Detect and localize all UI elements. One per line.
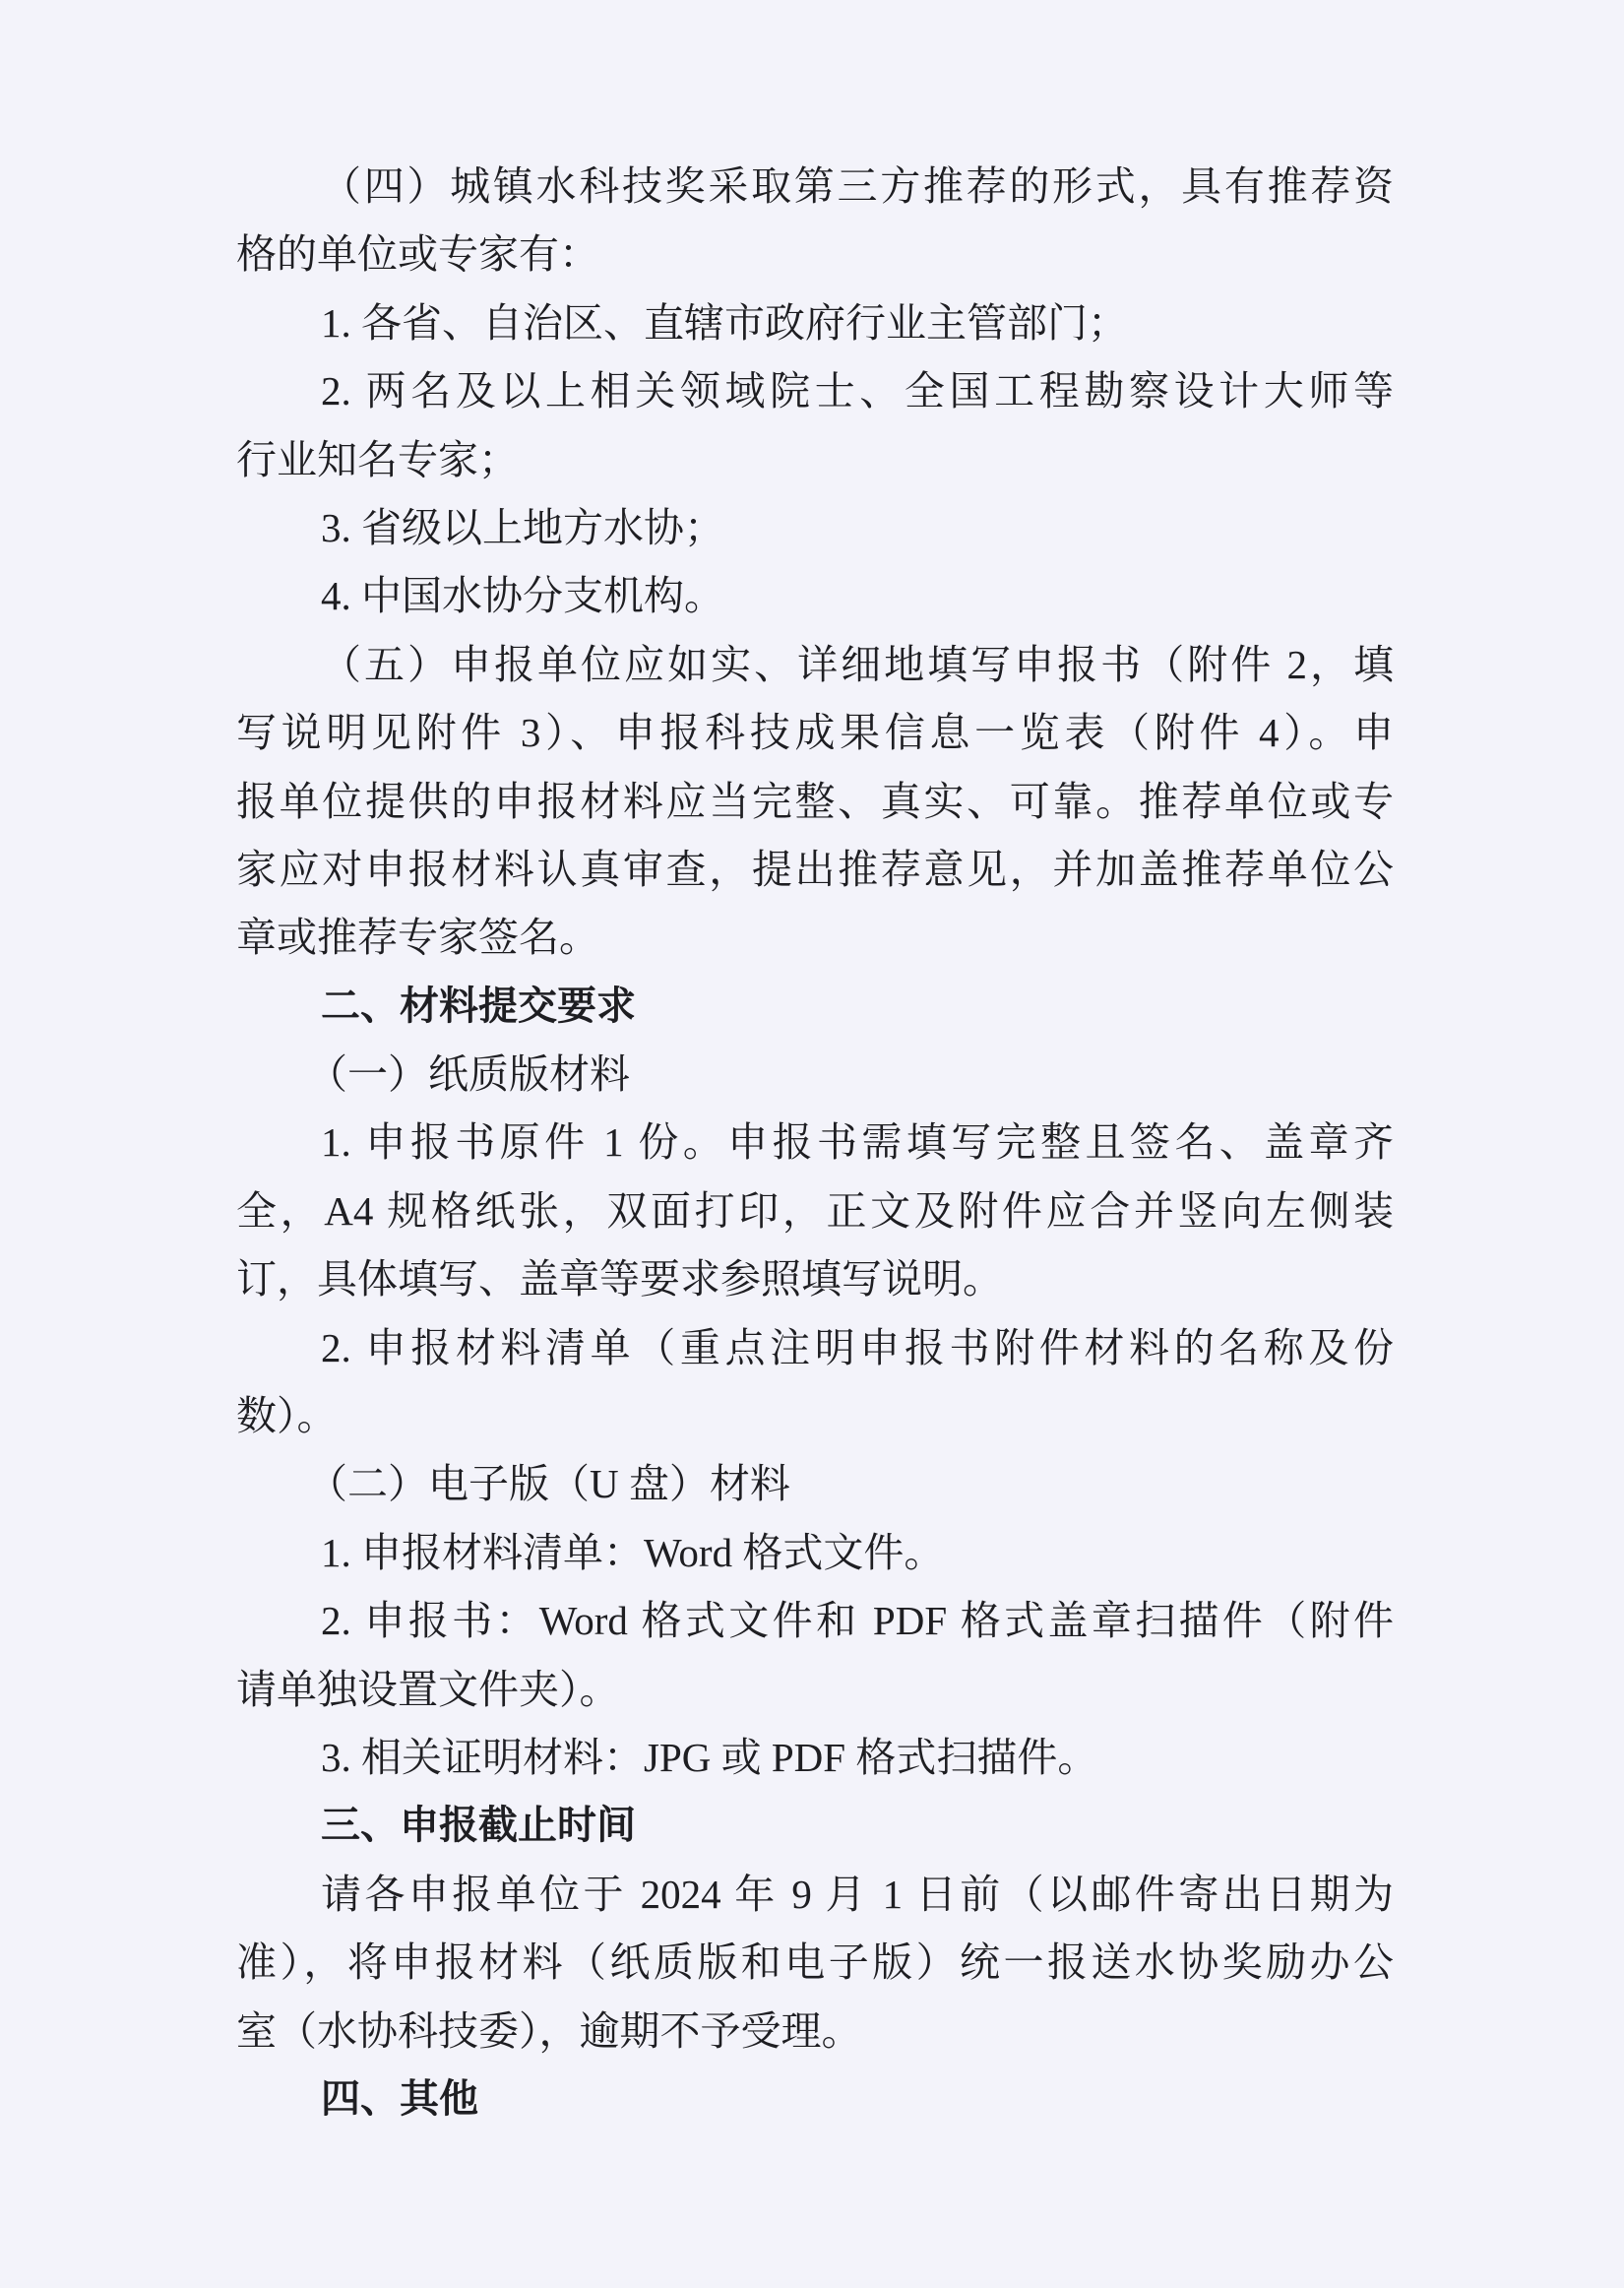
list-item: [236, 1109, 1394, 1313]
paragraph-line: 1. 申报材料清单：Word 格式文件。: [321, 1529, 945, 1575]
list-item: [236, 357, 1394, 494]
section-heading: 二、材料提交要求: [321, 983, 636, 1029]
document-body: [236, 153, 1394, 2133]
paragraph-line: 3. 省级以上地方水协；: [321, 504, 724, 550]
list-item: [236, 1519, 1394, 1587]
paragraph-line: 订，具体填写、盖章等要求参照填写说明。: [236, 1256, 1003, 1303]
section-heading: 四、其他: [321, 2075, 478, 2122]
list-item: [236, 494, 1394, 562]
paragraph-line: 准），将申报材料（纸质版和电子版）统一报送水协奖励办公: [236, 1939, 1394, 1986]
paragraph-line: 请各申报单位于 2024 年 9 月 1 日前（以邮件寄出日期为: [321, 1871, 1394, 1917]
paragraph-application: [236, 631, 1394, 973]
paragraph-line: 全，A4 规格纸张，双面打印，正文及附件应合并竖向左侧装: [236, 1187, 1394, 1234]
paragraph-line: 格的单位或专家有：: [236, 231, 599, 278]
paragraph-line: 数）。: [236, 1393, 338, 1439]
paragraph-line: 2. 申报书：Word 格式文件和 PDF 格式盖章扫描件（附件: [321, 1598, 1394, 1644]
paragraph-line: 2. 申报材料清单（重点注明申报书附件材料的名称及份: [321, 1324, 1394, 1370]
paragraph-line: 家应对申报材料认真审查，提出推荐意见，并加盖推荐单位公: [236, 846, 1394, 892]
subsection-heading: （一）纸质版材料: [307, 1051, 630, 1098]
list-item: [236, 562, 1394, 630]
paragraph-line: （四）城镇水科技奖采取第三方推荐的形式，具有推荐资: [321, 163, 1394, 209]
paragraph-deadline: [236, 1861, 1394, 2066]
paragraph-line: 2. 两名及以上相关领域院士、全国工程勘察设计大师等: [321, 368, 1394, 414]
list-item: [236, 1587, 1394, 1724]
list-item: [236, 289, 1394, 357]
subsection-heading: （二）电子版（U 盘）材料: [307, 1461, 790, 1507]
paragraph-line: 室（水协科技委），逾期不予受理。: [236, 2007, 862, 2054]
list-item: [236, 1314, 1394, 1451]
paragraph-line: 1. 各省、自治区、直辖市政府行业主管部门；: [321, 299, 1128, 346]
paragraph-line: 3. 相关证明材料：JPG 或 PDF 格式扫描件。: [321, 1734, 1098, 1780]
paragraph-line: 写说明见附件 3）、申报科技成果信息一览表（附件 4）。申: [236, 710, 1394, 756]
paragraph-line: 章或推荐专家签名。: [236, 915, 599, 961]
paragraph-line: 4. 中国水协分支机构。: [321, 573, 724, 619]
section-heading: 三、申报截止时间: [321, 1803, 636, 1849]
paragraph-line: 报单位提供的申报材料应当完整、真实、可靠。推荐单位或专: [236, 778, 1394, 824]
list-item: [236, 1724, 1394, 1792]
paragraph-line: 1. 申报书原件 1 份。申报书需填写完整且签名、盖章齐: [321, 1119, 1394, 1166]
paragraph-line: （五）申报单位应如实、详细地填写申报书（附件 2，填: [321, 641, 1394, 687]
paragraph-recommenders: [236, 153, 1394, 289]
paragraph-line: 请单独设置文件夹）。: [236, 1666, 620, 1712]
paragraph-line: 行业知名专家；: [236, 436, 519, 482]
